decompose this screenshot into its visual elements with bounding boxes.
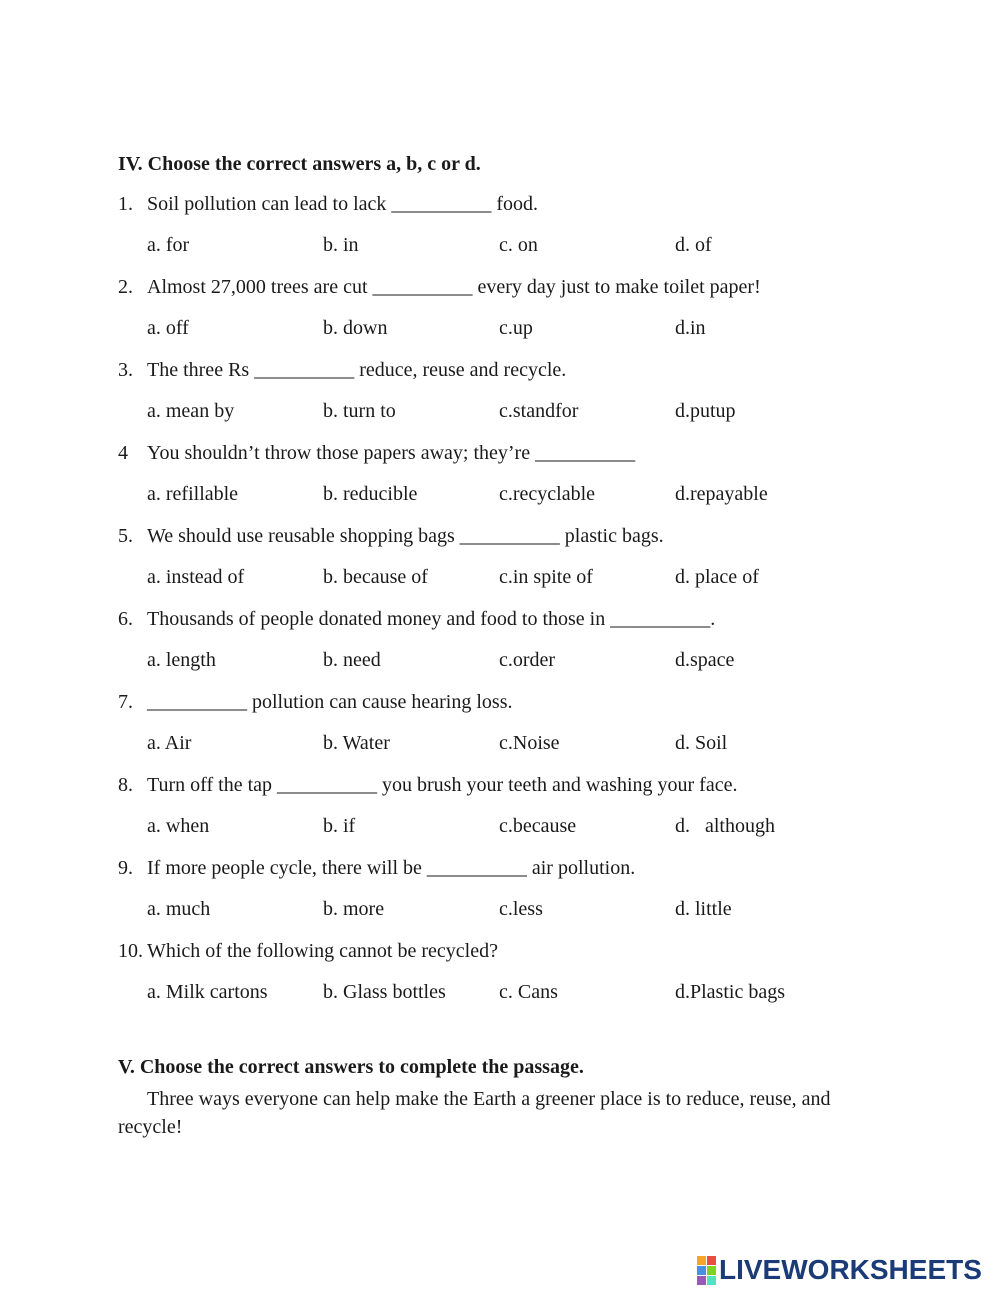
section-v-heading: V. Choose the correct answers to complete the passage. [118,1056,584,1078]
logo-blocks-icon [697,1256,716,1285]
question-text: Turn off the tap __________ you brush your teeth and washing your face. [147,774,738,796]
question-number: 8. [118,774,133,796]
answer-option[interactable]: d.in [675,317,706,339]
answer-option[interactable]: b. need [323,649,381,671]
question-number: 1. [118,193,133,215]
question-text: Almost 27,000 trees are cut __________ every day just to make toilet paper! [147,276,761,298]
answer-option[interactable]: c.Noise [499,732,560,754]
answer-option[interactable]: d. of [675,234,712,256]
answer-option[interactable]: c. Cans [499,981,558,1003]
logo-block [707,1256,716,1265]
question-number: 5. [118,525,133,547]
answer-option[interactable]: d. place of [675,566,759,588]
answer-option[interactable]: c.up [499,317,533,339]
answer-option[interactable]: b. Water [323,732,390,754]
answer-option[interactable]: b. turn to [323,400,396,422]
answer-option[interactable]: a. Milk cartons [147,981,268,1003]
question-text: Thousands of people donated money and food to those in __________. [147,608,716,630]
question-text: __________ pollution can cause hearing loss. [147,691,513,713]
answer-option[interactable]: d.putup [675,400,736,422]
answer-option[interactable]: b. in [323,234,359,256]
answer-option[interactable]: a. for [147,234,190,256]
question-number: 9. [118,857,133,879]
logo-block [697,1266,706,1275]
logo-block [697,1276,706,1285]
answer-option[interactable]: c.less [499,898,543,920]
answer-option[interactable]: d. Soil [675,732,728,754]
question-number: 6. [118,608,133,630]
liveworksheets-logo [697,1255,982,1285]
answer-option[interactable]: d. little [675,898,732,920]
answer-option[interactable]: a. refillable [147,483,239,505]
question-text: If more people cycle, there will be __________ air pollution. [147,857,636,879]
answer-option[interactable]: b. Glass bottles [323,981,446,1003]
answer-option[interactable]: a. off [147,317,189,339]
question-number: 2. [118,276,133,298]
answer-option[interactable]: b. if [323,815,356,837]
question-number: 4 [118,442,128,464]
answer-option[interactable]: c.in spite of [499,566,593,588]
answer-option[interactable]: c. on [499,234,538,256]
answer-option[interactable]: a. when [147,815,210,837]
answer-option[interactable]: c.recyclable [499,483,596,505]
question-number: 10. [118,940,143,962]
passage-line-2: recycle! [118,1116,183,1138]
logo-block [707,1276,716,1285]
logo-block [697,1256,706,1265]
answer-option[interactable]: d.Plastic bags [675,981,785,1003]
answer-option[interactable]: b. more [323,898,385,920]
question-text: The three Rs __________ reduce, reuse and recycle. [147,359,567,381]
answer-option[interactable]: a. instead of [147,566,245,588]
answer-option[interactable]: b. reducible [323,483,418,505]
answer-option[interactable]: a. much [147,898,211,920]
answer-option[interactable]: d.repayable [675,483,768,505]
answer-option[interactable]: c.because [499,815,577,837]
answer-option[interactable]: c.order [499,649,556,671]
logo-text: LIVEWORKSHEETS [719,1254,982,1285]
answer-option[interactable]: a. Air [147,732,192,754]
answer-option[interactable]: d. although [675,815,775,837]
section-iv-heading: IV. Choose the correct answers a, b, c or d. [118,153,481,175]
answer-option[interactable]: b. because of [323,566,428,588]
question-number: 3. [118,359,133,381]
answer-option[interactable]: a. length [147,649,216,671]
answer-option[interactable]: d.space [675,649,735,671]
question-text: We should use reusable shopping bags __________ plastic bags. [147,525,664,547]
answer-option[interactable]: a. mean by [147,400,235,422]
logo-block [707,1266,716,1275]
question-text: You shouldn’t throw those papers away; they’re __________ [147,442,636,464]
question-text: Which of the following cannot be recycled? [147,940,498,962]
passage-line-1: Three ways everyone can help make the Earth a greener place is to reduce, reuse, and [147,1088,831,1110]
question-text: Soil pollution can lead to lack __________ food. [147,193,539,215]
answer-option[interactable]: c.standfor [499,400,579,422]
question-number: 7. [118,691,133,713]
answer-option[interactable]: b. down [323,317,388,339]
